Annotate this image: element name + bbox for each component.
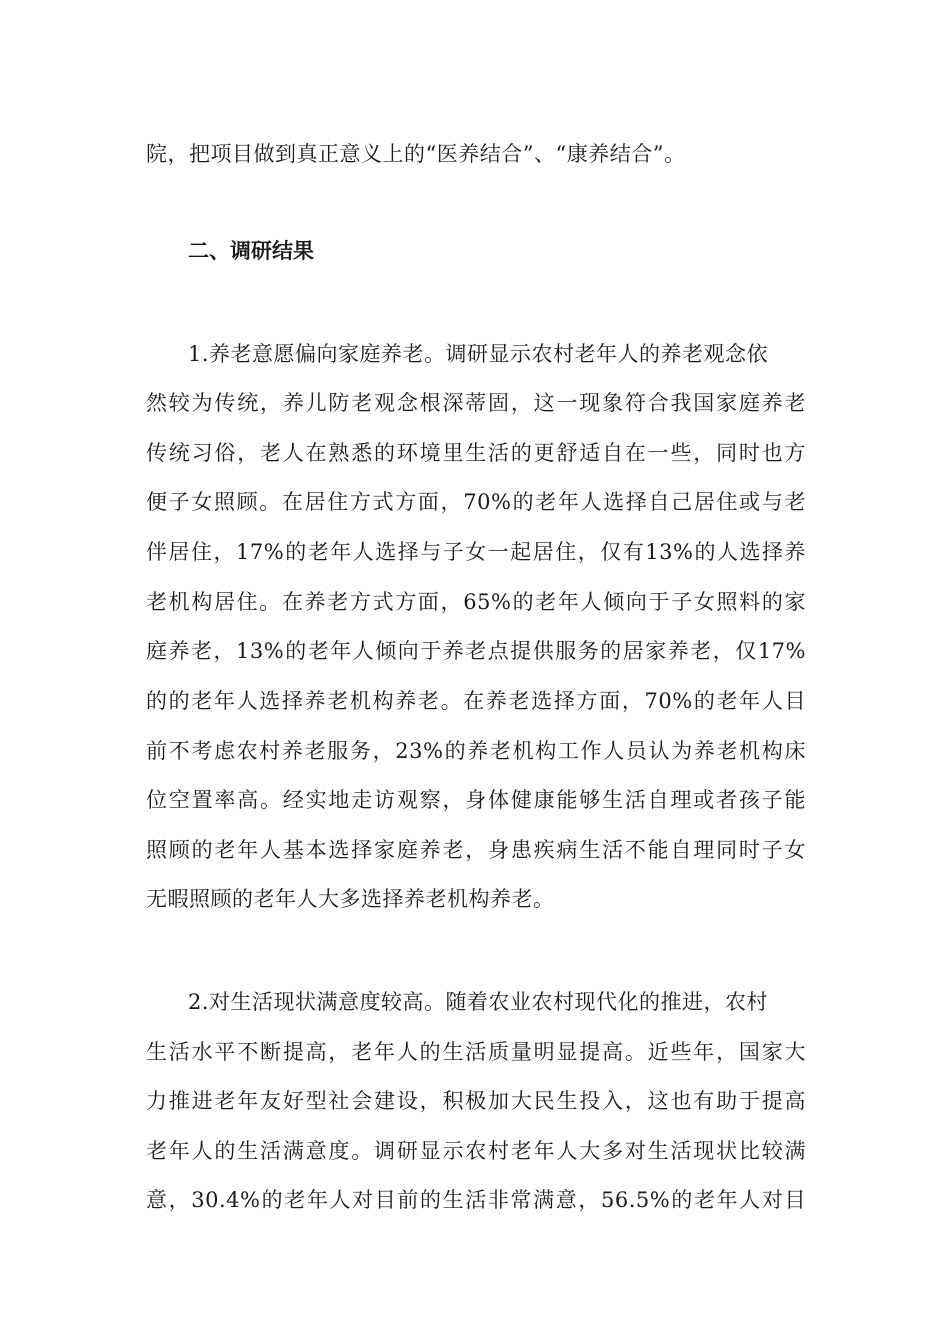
paragraph-line: 位空置率高。经实地走访观察，身体健康能够生活自理或者孩子能 — [146, 788, 806, 812]
paragraph-line: 意，30.4%的老年人对目前的生活非常满意，56.5%的老年人对目 — [146, 1188, 806, 1212]
paragraph-line: 2.对生活现状满意度较高。随着农业农村现代化的推进，农村 — [188, 990, 769, 1014]
paragraph-line: 伴居住，17%的老年人选择与子女一起居住，仅有13%的人选择养 — [146, 540, 806, 564]
paragraph-line: 照顾的老年人基本选择家庭养老，身患疾病生活不能自理同时子女 — [146, 838, 806, 862]
paragraph-line: 老年人的生活满意度。调研显示农村老年人大多对生活现状比较满 — [146, 1139, 806, 1163]
paragraph-line: 然较为传统，养儿防老观念根深蒂固，这一现象符合我国家庭养老 — [146, 391, 806, 415]
paragraph-line: 力推进老年友好型社会建设，积极加大民生投入，这也有助于提高 — [146, 1089, 806, 1113]
paragraph-line: 便子女照顾。在居住方式方面，70%的老年人选择自己居住或与老 — [146, 490, 806, 514]
paragraph-line: 的的老年人选择养老机构养老。在养老选择方面，70%的老年人目 — [146, 689, 806, 713]
paragraph-line: 1.养老意愿偏向家庭养老。调研显示农村老年人的养老观念依 — [188, 342, 769, 366]
intro-line: 院，把项目做到真正意义上的“医养结合”、“康养结合”。 — [146, 142, 686, 166]
section-heading: 二、调研结果 — [188, 239, 314, 263]
paragraph-line: 无暇照顾的老年人大多选择养老机构养老。 — [146, 887, 555, 911]
paragraph-line: 庭养老，13%的老年人倾向于养老点提供服务的居家养老，仅17% — [146, 639, 806, 663]
paragraph-line: 老机构居住。在养老方式方面，65%的老年人倾向于子女照料的家 — [146, 590, 806, 614]
paragraph-line: 传统习俗，老人在熟悉的环境里生活的更舒适自在一些，同时也方 — [146, 441, 806, 465]
paragraph-line: 生活水平不断提高，老年人的生活质量明显提高。近些年，国家大 — [146, 1040, 806, 1064]
paragraph-line: 前不考虑农村养老服务，23%的养老机构工作人员认为养老机构床 — [146, 739, 806, 763]
